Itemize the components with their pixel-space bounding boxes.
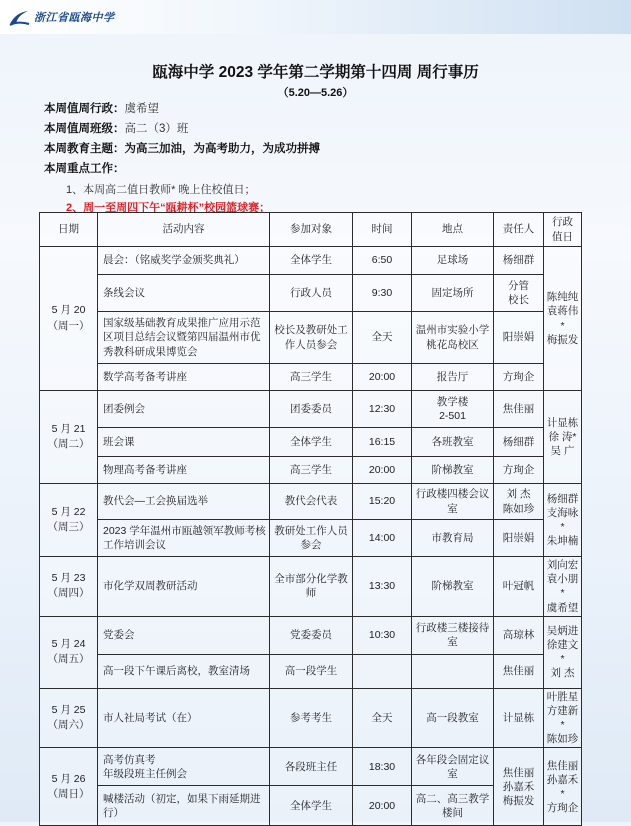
target-cell: 行政人员	[270, 275, 353, 312]
place-cell: 阶梯教室	[412, 457, 494, 484]
info-admin	[44, 100, 159, 116]
date-cell: 5 月 24 （周五）	[40, 616, 98, 688]
place-cell: 市教育局	[412, 520, 494, 557]
activity-cell: 喊楼活动（初定，如果下雨延期进行）	[98, 786, 270, 826]
owner-cell: 杨细群	[494, 247, 544, 275]
time-cell: 18:30	[353, 748, 412, 786]
theme-value: 为高三加油，为高考助力，为成功拼搏	[124, 143, 320, 155]
header-cell: 参加对象	[270, 213, 353, 247]
place-cell: 高一段教室	[412, 688, 494, 748]
place-cell: 各年段会固定议室	[412, 748, 494, 786]
target-cell: 各段班主任	[270, 748, 353, 786]
header-cell: 活动内容	[98, 213, 270, 247]
place-cell: 温州市实验小学桃花岛校区	[412, 312, 494, 364]
target-cell: 团委委员	[270, 391, 353, 428]
info-focus	[44, 160, 125, 176]
activity-cell: 高一段下午课后离校，教室清场	[98, 654, 270, 688]
table-row	[40, 748, 582, 786]
time-cell: 15:20	[353, 484, 412, 520]
owner-cell: 叶冠帆	[494, 557, 544, 617]
place-cell	[412, 654, 494, 688]
target-cell: 教代会代表	[270, 484, 353, 520]
place-cell: 高二、高三教学楼间	[412, 786, 494, 826]
header-cell: 地点	[412, 213, 494, 247]
place-cell: 阶梯教室	[412, 557, 494, 617]
time-cell: 13:30	[353, 557, 412, 617]
owner-cell: 高琼林	[494, 616, 544, 654]
owner-cell: 方珣企	[494, 457, 544, 484]
activity-cell: 2023 学年温州市瓯越领军教师考核工作培训会议	[98, 520, 270, 557]
activity-cell: 数学高考备考讲座	[98, 364, 270, 391]
target-cell: 高三学生	[270, 364, 353, 391]
header-cell: 日期	[40, 213, 98, 247]
place-cell: 教学楼 2-501	[412, 391, 494, 428]
table-body	[40, 247, 582, 826]
target-cell: 党委委员	[270, 616, 353, 654]
note-1: 1、本周高二值日教师* 晚上住校值日；	[66, 184, 256, 196]
time-cell: 全天	[353, 688, 412, 748]
target-cell: 教研处工作人员参会	[270, 520, 353, 557]
activity-cell: 市人社局考试（在）	[98, 688, 270, 748]
activity-cell: 教代会—工会换届选举	[98, 484, 270, 520]
table-row	[40, 654, 582, 688]
duty-cell: 刘向宏 袁小朋* 虞希望	[544, 557, 582, 617]
target-cell: 全体学生	[270, 428, 353, 457]
duty-cell: 叶胜星 方建新* 陈如珍	[544, 688, 582, 748]
place-cell: 足球场	[412, 247, 494, 275]
place-cell: 固定场所	[412, 275, 494, 312]
logo-wave-icon	[8, 7, 30, 27]
table-row	[40, 557, 582, 617]
owner-cell: 计显栋	[494, 688, 544, 748]
header-cell: 行政 值日	[544, 213, 582, 247]
target-cell: 高三学生	[270, 457, 353, 484]
duty-cell: 吴炳进 徐建文* 刘 杰	[544, 616, 582, 688]
date-cell: 5 月 20 （周一）	[40, 247, 98, 391]
header-bar	[0, 0, 631, 34]
owner-cell: 焦佳丽 孙嘉禾 梅振发	[494, 748, 544, 826]
time-cell: 9:30	[353, 275, 412, 312]
class-label: 本周值周班级：	[44, 123, 125, 135]
target-cell: 高一段学生	[270, 654, 353, 688]
target-cell: 全体学生	[270, 786, 353, 826]
table-row	[40, 484, 582, 520]
time-cell	[353, 654, 412, 688]
owner-cell: 阳崇娟	[494, 520, 544, 557]
table-row	[40, 688, 582, 748]
target-cell: 参考考生	[270, 688, 353, 748]
owner-cell: 阳崇娟	[494, 312, 544, 364]
time-cell: 20:00	[353, 786, 412, 826]
table-row	[40, 428, 582, 457]
date-range: （5.20—5.26）	[277, 87, 354, 99]
class-value: 高二（3）班	[124, 123, 189, 135]
date-cell: 5 月 22 （周三）	[40, 484, 98, 557]
table-row	[40, 364, 582, 391]
owner-cell: 分管 校长	[494, 275, 544, 312]
owner-cell: 焦佳丽	[494, 391, 544, 428]
admin-label: 本周值周行政：	[44, 103, 125, 115]
activity-cell: 国家级基础教育成果推广应用示范区项目总结会议暨第四届温州市优秀教科研成果博览会	[98, 312, 270, 364]
focus-label: 本周重点工作：	[44, 163, 125, 175]
activity-cell: 物理高考备考讲座	[98, 457, 270, 484]
header-cell: 责任人	[494, 213, 544, 247]
time-cell: 全天	[353, 312, 412, 364]
target-cell: 全体学生	[270, 247, 353, 275]
table-row	[40, 616, 582, 654]
owner-cell: 焦佳丽	[494, 654, 544, 688]
time-cell: 10:30	[353, 616, 412, 654]
time-cell: 16:15	[353, 428, 412, 457]
header-cell: 时间	[353, 213, 412, 247]
date-cell: 5 月 21 （周二）	[40, 391, 98, 484]
owner-cell: 刘 杰 陈如珍	[494, 484, 544, 520]
time-cell: 20:00	[353, 364, 412, 391]
schedule-table	[39, 212, 582, 826]
note-2: 2、周一至周四下午“瓯耕杯”校园篮球赛；	[66, 202, 271, 214]
activity-cell: 团委例会	[98, 391, 270, 428]
page-title: 瓯海中学 2023 学年第二学期第十四周 周行事历	[152, 64, 479, 81]
place-cell: 行政楼三楼接待室	[412, 616, 494, 654]
info-class	[44, 120, 188, 136]
owner-cell: 杨细群	[494, 428, 544, 457]
activity-cell: 条线会议	[98, 275, 270, 312]
table-row	[40, 275, 582, 312]
table-row	[40, 457, 582, 484]
place-cell: 行政楼四楼会议室	[412, 484, 494, 520]
place-cell: 报告厅	[412, 364, 494, 391]
duty-cell: 杨细群 支海咏* 朱坤楠	[544, 484, 582, 557]
activity-cell: 班会课	[98, 428, 270, 457]
date-cell: 5 月 25 （周六）	[40, 688, 98, 748]
school-logo	[8, 6, 122, 28]
activity-cell: 党委会	[98, 616, 270, 654]
time-cell: 20:00	[353, 457, 412, 484]
logo-text: 浙江省瓯海中学	[34, 11, 115, 24]
date-cell: 5 月 26 （周日）	[40, 748, 98, 826]
table-row	[40, 247, 582, 275]
duty-cell: 陈纯纯 袁蒋伟* 梅振发	[544, 247, 582, 391]
admin-value: 虞希望	[124, 103, 159, 115]
time-cell: 14:00	[353, 520, 412, 557]
time-cell: 12:30	[353, 391, 412, 428]
place-cell: 各班教室	[412, 428, 494, 457]
activity-cell: 晨会：（铭威奖学金颁奖典礼）	[98, 247, 270, 275]
table-row	[40, 520, 582, 557]
duty-cell: 计显栋 徐 涛* 吴 广	[544, 391, 582, 484]
table-row	[40, 312, 582, 364]
activity-cell: 市化学双周教研活动	[98, 557, 270, 617]
activity-cell: 高考仿真考 年级段班主任例会	[98, 748, 270, 786]
duty-cell: 焦佳丽 孙嘉禾* 方珣企	[544, 748, 582, 826]
info-theme	[44, 140, 320, 156]
target-cell: 全市部分化学教师	[270, 557, 353, 617]
target-cell: 校长及教研处工作人员参会	[270, 312, 353, 364]
table-row	[40, 391, 582, 428]
time-cell: 6:50	[353, 247, 412, 275]
table-header-row	[40, 213, 582, 247]
theme-label: 本周教育主题：	[44, 143, 125, 155]
owner-cell: 方珣企	[494, 364, 544, 391]
date-cell: 5 月 23 （周四）	[40, 557, 98, 617]
